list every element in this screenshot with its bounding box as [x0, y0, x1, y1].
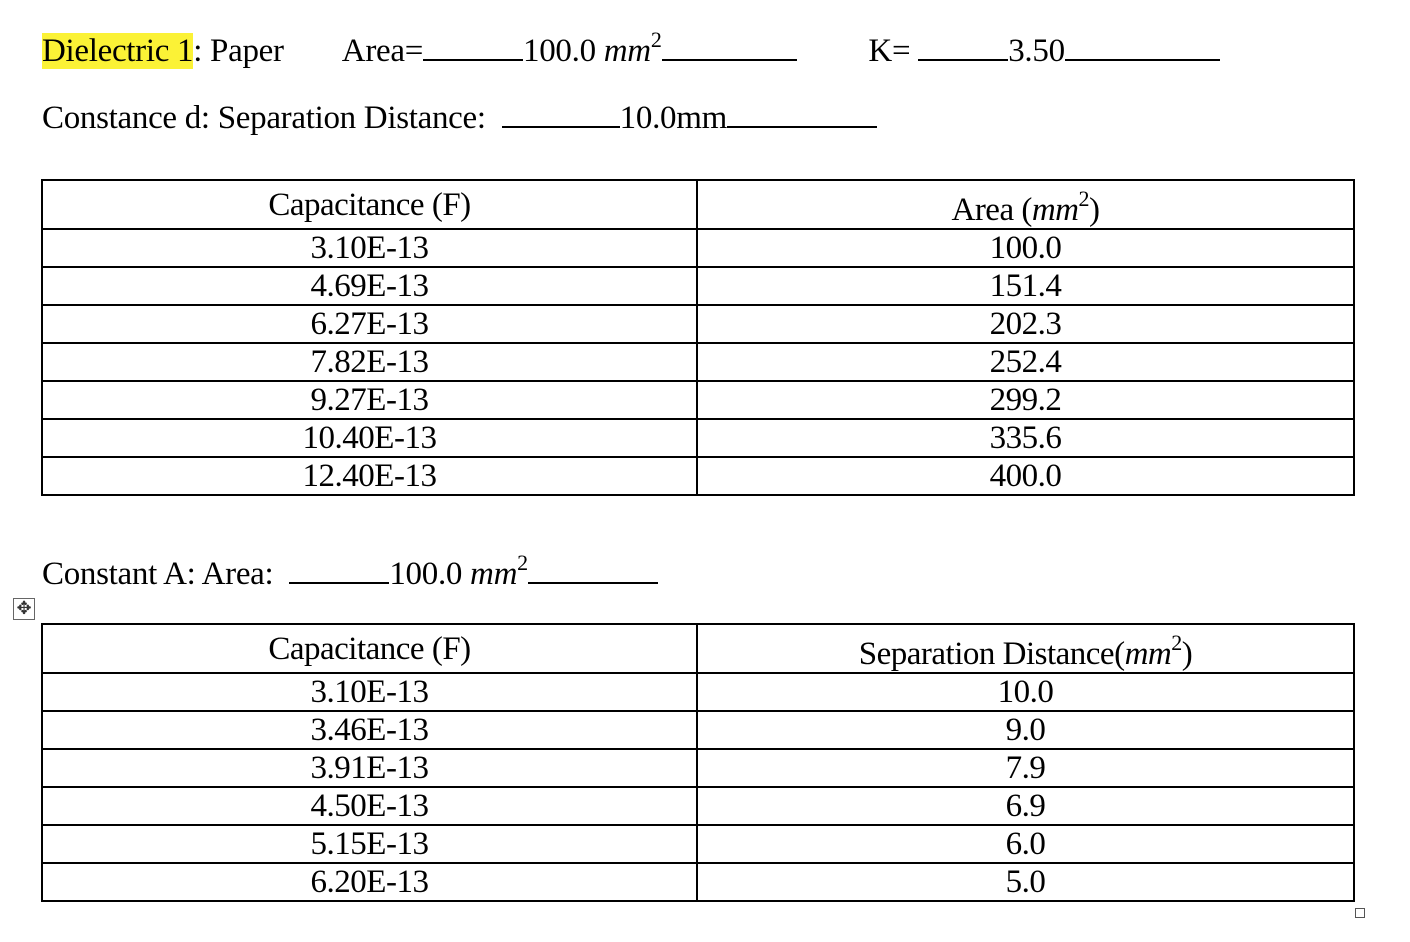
area-capacitance-table — [41, 179, 1355, 496]
k-label: K= — [868, 33, 911, 69]
capacitance-cell: 3.46E-13 — [42, 711, 697, 749]
capacitance-cell: 3.10E-13 — [42, 673, 697, 711]
constant-d-label: Constance d: Separation Distance: — [42, 100, 494, 136]
table-row — [42, 825, 1354, 863]
capacitance-cell: 6.20E-13 — [42, 863, 697, 901]
constant-d-value: 10.0mm — [619, 100, 727, 136]
table-row — [42, 787, 1354, 825]
capacitance-header: Capacitance (F) — [42, 624, 697, 673]
dielectric-material: : Paper — [193, 33, 284, 69]
capacitance-cell: 3.91E-13 — [42, 749, 697, 787]
table-row — [42, 419, 1354, 457]
area-cell: 335.6 — [697, 419, 1354, 457]
capacitance-cell: 9.27E-13 — [42, 381, 697, 419]
constant-d-line — [42, 98, 877, 138]
area-cell: 252.4 — [697, 343, 1354, 381]
separation-capacitance-table — [41, 623, 1355, 902]
constant-d-blank-left — [502, 98, 620, 128]
constant-a-value: 100.0 $mm^2$ — [389, 550, 528, 592]
area-value: 100.0 $mm^2$ — [523, 27, 662, 69]
k-blank-left — [918, 31, 1008, 61]
separation-cell: 6.9 — [697, 787, 1354, 825]
separation-cell: 6.0 — [697, 825, 1354, 863]
area-cell: 299.2 — [697, 381, 1354, 419]
table-row — [42, 229, 1354, 267]
capacitance-cell: 4.69E-13 — [42, 267, 697, 305]
capacitance-cell: 6.27E-13 — [42, 305, 697, 343]
move-icon[interactable]: ✥ — [13, 598, 35, 620]
capacitance-header: Capacitance (F) — [42, 180, 697, 229]
constant-a-line — [42, 543, 658, 594]
table-row — [42, 305, 1354, 343]
table-row — [42, 711, 1354, 749]
table-header-row — [42, 180, 1354, 229]
capacitance-cell: 10.40E-13 — [42, 419, 697, 457]
table-row — [42, 267, 1354, 305]
area-label: Area= — [341, 33, 424, 69]
separation-header: Separation $Distance(mm^2)$ — [697, 624, 1354, 673]
area-cell: 400.0 — [697, 457, 1354, 495]
table-row — [42, 381, 1354, 419]
resize-handle-icon[interactable] — [1355, 908, 1365, 918]
dielectric-line — [42, 20, 1220, 71]
capacitance-cell: 7.82E-13 — [42, 343, 697, 381]
separation-cell: 5.0 — [697, 863, 1354, 901]
table-row — [42, 749, 1354, 787]
capacitance-cell: 3.10E-13 — [42, 229, 697, 267]
table-header-row — [42, 624, 1354, 673]
k-value: 3.50 — [1008, 33, 1065, 69]
constant-d-blank-right — [727, 98, 877, 128]
capacitance-cell: 5.15E-13 — [42, 825, 697, 863]
area-cell: 100.0 — [697, 229, 1354, 267]
table-row — [42, 863, 1354, 901]
separation-cell: 7.9 — [697, 749, 1354, 787]
constant-a-label: Constant A: Area: — [42, 556, 282, 592]
capacitance-cell: 4.50E-13 — [42, 787, 697, 825]
k-blank-right — [1065, 31, 1220, 61]
table-row — [42, 343, 1354, 381]
dielectric-label: Dielectric 1 — [42, 33, 194, 69]
area-cell: 202.3 — [697, 305, 1354, 343]
area-blank-right — [662, 31, 797, 61]
separation-cell: 9.0 — [697, 711, 1354, 749]
constant-a-blank-left — [289, 554, 389, 584]
area-blank-left — [423, 31, 523, 61]
capacitance-cell: 12.40E-13 — [42, 457, 697, 495]
constant-a-blank-right — [528, 554, 658, 584]
table-row — [42, 457, 1354, 495]
separation-cell: 10.0 — [697, 673, 1354, 711]
area-header: Area $(mm^2)$ — [697, 180, 1354, 229]
area-cell: 151.4 — [697, 267, 1354, 305]
table-row — [42, 673, 1354, 711]
